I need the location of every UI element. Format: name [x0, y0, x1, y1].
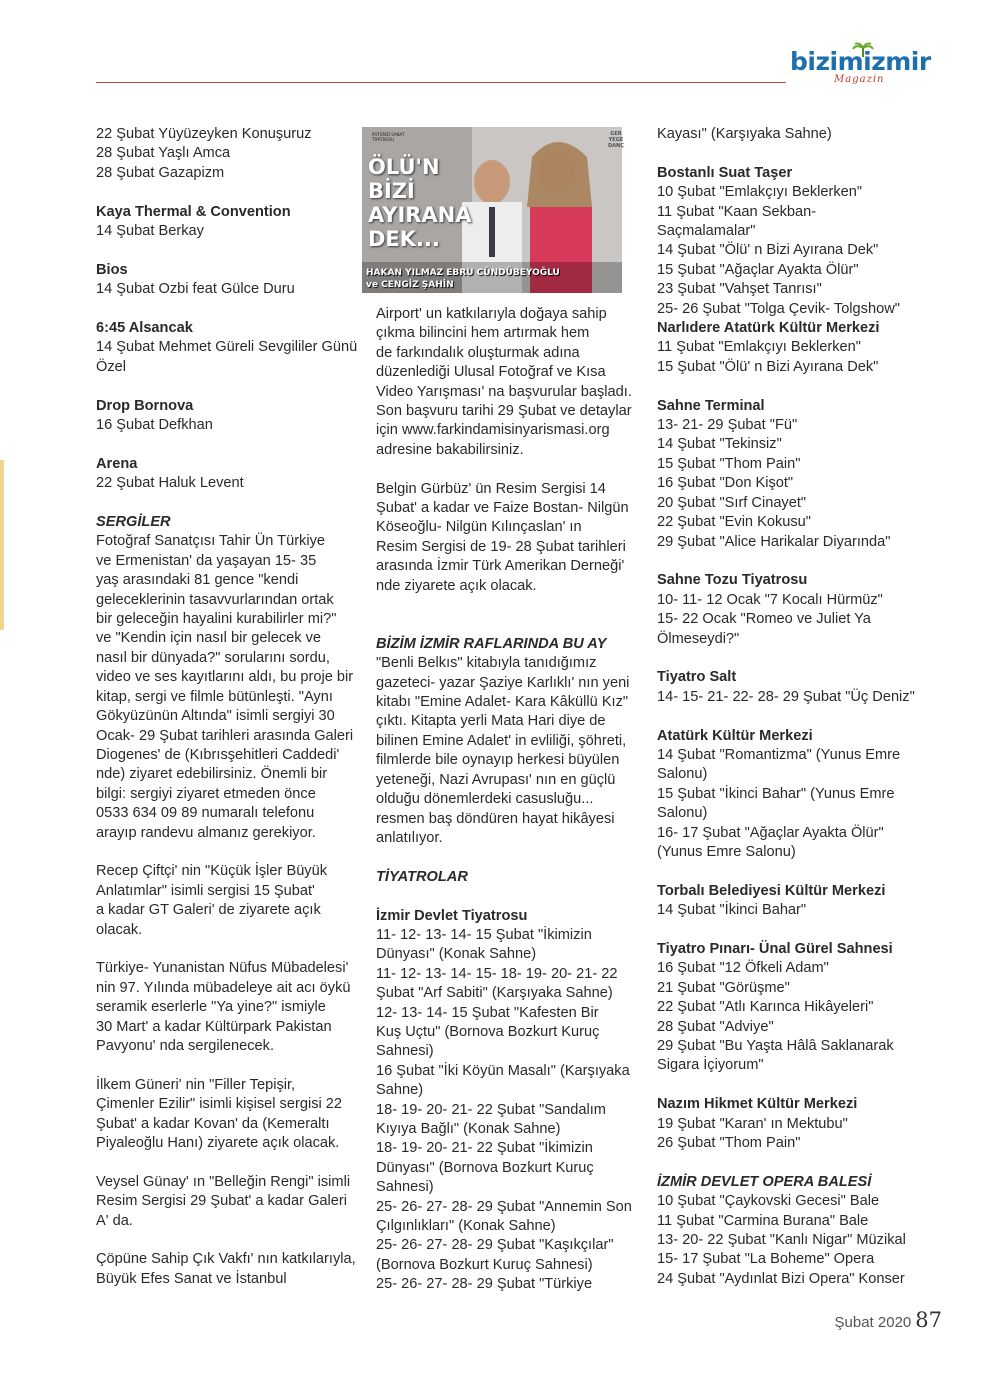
- body-text: 10 Şubat "Emlakçıyı Beklerken" 11 Şubat "Kaan Sekban- Saçmalamalar" 14 Şubat "Ölü' n Bizi Ayırana Dek" 15 Şubat "Ağaçlar Ayakta Ölür" 23 Şubat "Vahşet Tanrısı" 25- 26 Şubat "Tolga Çevik- Tolgshow": [657, 184, 900, 317]
- body-text: 16 Şubat "12 Öfkeli Adam" 21 Şubat "Görüşme" 22 Şubat "Atlı Karınca Hikâyeleri" 28 Şubat "Adviye" 29 Şubat "Bu Yaşta Hâlâ Saklanarak Sigara İçiyorum": [657, 960, 894, 1074]
- body-text: 14 Şubat "Romantizma" (Yunus Emre Salonu) 15 Şubat "İkinci Bahar" (Yunus Emre Salonu) 16- 17 Şubat "Ağaçlar Ayakta Ölür" (Yunus Emre Salonu): [657, 746, 901, 860]
- paragraph-gap: [96, 1153, 358, 1172]
- venue-heading: Tiyatro Pınarı- Ünal Gürel Sahnesi: [657, 940, 893, 957]
- body-text: 14 Şubat Berkay: [96, 223, 204, 240]
- body-text: 19 Şubat "Karan' ın Mektubu" 26 Şubat "Thom Pain": [657, 1115, 848, 1151]
- body-text: 14- 15- 21- 22- 28- 29 Şubat "Üç Deniz": [657, 688, 915, 705]
- venue-heading: Tiyatro Salt: [657, 669, 737, 686]
- body-text: 16 Şubat Defkhan: [96, 417, 213, 434]
- page-number: 87: [915, 1308, 942, 1332]
- paragraph-gap: [376, 848, 638, 867]
- paragraph-gap: [657, 377, 919, 396]
- poster-corner-text: GER YEGE DANÇ: [608, 131, 624, 149]
- column-1: [96, 125, 358, 1289]
- paragraph-gap: [376, 615, 638, 634]
- body-text: Çöpüne Sahip Çık Vakfı' nın katkılarıyla, Büyük Efes Sanat ve İstanbul: [96, 1251, 356, 1287]
- issue-month: Şubat 2020: [834, 1314, 912, 1331]
- body-text: Fotoğraf Sanatçısı Tahir Ün Türkiye ve Ermenistan' da yaşayan 15- 35 yaş arasındaki 81 gence "kendi geleceklerinin tasavvurlarından ortak bir geleceğin hayalini kurabilirler mi?" ve "Kendin için nasıl bir gelecek ve nasıl bir dünyada?" sorularını sordu, video ve ses kayıtlarını aldı, bu proje bir kitap, sergi ve filmle bütünleşti. "Aynı Gökyüzünün Altında" isimli sergiyi 30 Ocak- 29 Şubat tarihleri arasında Galeri Diogenes' de (Kıbrısşehitleri Caddedi' nde) ziyaret edebilirsiniz. Önemli bir bilgi: sergiyi ziyaret etmeden önce 0533 634 09 89 numaralı telefonu arayıp randevu almanız gerekiyor.: [96, 533, 354, 841]
- header-rule: [96, 82, 786, 83]
- paragraph-gap: [96, 377, 358, 396]
- page-edge-mark: [0, 460, 4, 630]
- body-text: Veysel Günay' ın "Belleğin Rengi" isimli Resim Sergisi 29 Şubat' a kadar Galeri A' da.: [96, 1173, 351, 1229]
- venue-heading: Sahne Tozu Tiyatrosu: [657, 572, 808, 589]
- paragraph-gap: [376, 596, 638, 615]
- column-3: [657, 125, 919, 1289]
- logo-subtitle: Magazin: [834, 74, 885, 85]
- venue-heading: İzmir Devlet Tiyatrosu: [376, 907, 528, 924]
- venue-heading: Nazım Hikmet Kültür Merkezi: [657, 1096, 858, 1113]
- paragraph-gap: [376, 887, 638, 906]
- section-heading: İZMİR DEVLET OPERA BALESİ: [657, 1173, 872, 1190]
- body-text: Kayası" (Karşıyaka Sahne): [657, 126, 832, 142]
- body-text: 22 Şubat Yüyüzeyken Konuşuruz 28 Şubat Yaşlı Amca 28 Şubat Gazapizm: [96, 126, 312, 181]
- section-heading: TİYATROLAR: [376, 868, 468, 885]
- body-text: 11- 12- 13- 14- 15 Şubat "İkimizin Dünyası" (Konak Sahne) 11- 12- 13- 14- 15- 18- 19- 20- 21- 22 Şubat "Arf Sabiti" (Karşıyaka Sahne) 12- 13- 14- 15 Şubat "Kafesten Bir Kuş Uçtu" (Bornova Bozkurt Kuruç Sahnesi) 16 Şubat "İki Köyün Masalı" (Karşıyaka Sahne) 18- 19- 20- 21- 22 Şubat "Sandalım Kıyıya Bağlı" (Konak Sahne) 18- 19- 20- 21- 22 Şubat "İkimizin Dünyası" (Bornova Bozkurt Kuruç Sahnesi) 25- 26- 27- 28- 29 Şubat "Annemin Son Çılgınlıkları" (Konak Sahne) 25- 26- 27- 28- 29 Şubat "Kaşıkçılar" (Bornova Bozkurt Kuruç Sahnesi) 25- 26- 27- 28- 29 Şubat "Türkiye: [376, 926, 632, 1293]
- venue-heading: Torbalı Belediyesi Kültür Merkezi: [657, 882, 886, 899]
- body-text: 10- 11- 12 Ocak "7 Kocalı Hürmüz" 15- 22 Ocak "Romeo ve Juliet Ya Ölmeseydi?": [657, 591, 883, 647]
- magazine-logo: [786, 44, 931, 92]
- section-heading: BİZİM İZMİR RAFLARINDA BU AY: [376, 635, 607, 652]
- body-text: Recep Çiftçi' nin "Küçük İşler Büyük Anlatımlar" isimli sergisi 15 Şubat' a kadar GT Galeri' de ziyarete açık olacak.: [96, 863, 328, 938]
- paragraph-gap: [96, 940, 358, 959]
- venue-heading: Bios: [96, 261, 128, 278]
- body-text: 14 Şubat Mehmet Güreli Sevgililer Günü Özel: [96, 339, 358, 375]
- paragraph-gap: [657, 1076, 919, 1095]
- body-text: Airport' un katkılarıyla doğaya sahip çıkma bilincini hem artırmak hem de farkındalık oluşturmak adına düzenlediği Ulusal Fotoğraf ve Kısa Video Yarışması' na başvurular başladı. Son başvuru tarihi 29 Şubat ve detaylar için www.farkindamisinyarismasi.org adresine bakabilirsiniz.: [376, 306, 632, 458]
- venue-heading: 6:45 Alsancak: [96, 320, 193, 337]
- venue-heading: Drop Bornova: [96, 397, 194, 414]
- paragraph-gap: [96, 435, 358, 454]
- body-text: 14 Şubat "İkinci Bahar": [657, 902, 807, 919]
- paragraph-gap: [376, 460, 638, 479]
- paragraph-gap: [96, 843, 358, 862]
- body-text: Belgin Gürbüz' ün Resim Sergisi 14 Şubat' a kadar ve Faize Bostan- Nilgün Köseoğlu- Nilgün Kılınçaslan' ın Resim Sergisi de 19- 28 Şubat tarihleri arasında İzmir Türk Amerikan Derneği' nde ziyarete açık olacak.: [376, 480, 629, 594]
- poster-credits: HAKAN YILMAZ EBRU CÜNDÜBEYOĞLU ve CENGİZ ŞAHİN: [366, 268, 560, 290]
- column-2: [376, 305, 638, 1295]
- paragraph-gap: [96, 241, 358, 260]
- paragraph-gap: [96, 494, 358, 513]
- body-text: 11 Şubat "Emlakçıyı Beklerken" 15 Şubat "Ölü' n Bizi Ayırana Dek": [657, 339, 879, 375]
- venue-heading: Bostanlı Suat Taşer: [657, 164, 793, 181]
- poster-production-text: POTEMZİ SANAT TİYATROSU: [372, 132, 405, 142]
- paragraph-gap: [96, 300, 358, 319]
- paragraph-gap: [96, 183, 358, 202]
- poster-title: ÖLÜ'N BİZİ AYIRANA DEK...: [368, 155, 472, 251]
- logo-text: bizimizmir: [790, 47, 931, 76]
- body-text: İlkem Güneri' nin "Filler Tepişir, Çimenler Ezilir" isimli kişisel sergisi 22 Şubat' a kadar Kovan' da (Kemeraltı Piyaleoğlu Hanı) ziyarete açık olacak.: [96, 1076, 343, 1151]
- venue-heading: Arena: [96, 455, 138, 472]
- paragraph-gap: [96, 1231, 358, 1250]
- paragraph-gap: [657, 921, 919, 940]
- paragraph-gap: [657, 707, 919, 726]
- paragraph-gap: [96, 1056, 358, 1075]
- venue-heading: Atatürk Kültür Merkezi: [657, 727, 813, 744]
- page-folio: [830, 1308, 942, 1332]
- body-text: 22 Şubat Haluk Levent: [96, 475, 244, 492]
- paragraph-gap: [657, 552, 919, 571]
- body-text: Türkiye- Yunanistan Nüfus Mübadelesi' nin 97. Yılında mübadeleye ait acı öykü seramik eserlerle "Ya yine?" ismiyle 30 Mart' a kadar Kültürpark Pakistan Pavyonu' nda sergilenecek.: [96, 960, 351, 1054]
- body-text: "Benli Belkıs" kitabıyla tanıdığımız gazeteci- yazar Şaziye Karlıklı' nın yeni kitabı "Emine Adalet- Kara Kâküllü Kız" çıktı. Kitapta yerli Mata Hari diye de bilinen Emine Adalet' in evliliği, şöhreti, filmlerde bile oynayıp herkesi büyülen yeteneği, Nazi Avrupası' nın en güçlü olduğu dönemlerdeki casusluğu... resmen baş döndüren hayat hikâyesi anlatılıyor.: [376, 655, 630, 846]
- section-heading: SERGİLER: [96, 514, 171, 531]
- venue-heading: Kaya Thermal & Convention: [96, 203, 291, 220]
- venue-heading: Sahne Terminal: [657, 397, 765, 414]
- paragraph-gap: [657, 144, 919, 163]
- paragraph-gap: [657, 862, 919, 881]
- body-text: 14 Şubat Ozbi feat Gülce Duru: [96, 281, 295, 298]
- paragraph-gap: [657, 1153, 919, 1172]
- body-text: 10 Şubat "Çaykovski Gecesi" Bale 11 Şubat "Carmina Burana" Bale 13- 20- 22 Şubat "Kanlı Nigar" Müzikal 15- 17 Şubat "La Boheme" Opera 24 Şubat "Aydınlat Bizi Opera" Konser: [657, 1193, 906, 1287]
- paragraph-gap: [657, 649, 919, 668]
- play-poster-image: [362, 127, 622, 293]
- venue-heading: Narlıdere Atatürk Kültür Merkezi: [657, 320, 880, 337]
- body-text: 13- 21- 29 Şubat "Fü" 14 Şubat "Tekinsiz" 15 Şubat "Thom Pain" 16 Şubat "Don Kişot" 20 Şubat "Sırf Cinayet" 22 Şubat "Evin Kokusu" 29 Şubat "Alice Harikalar Diyarında": [657, 417, 891, 550]
